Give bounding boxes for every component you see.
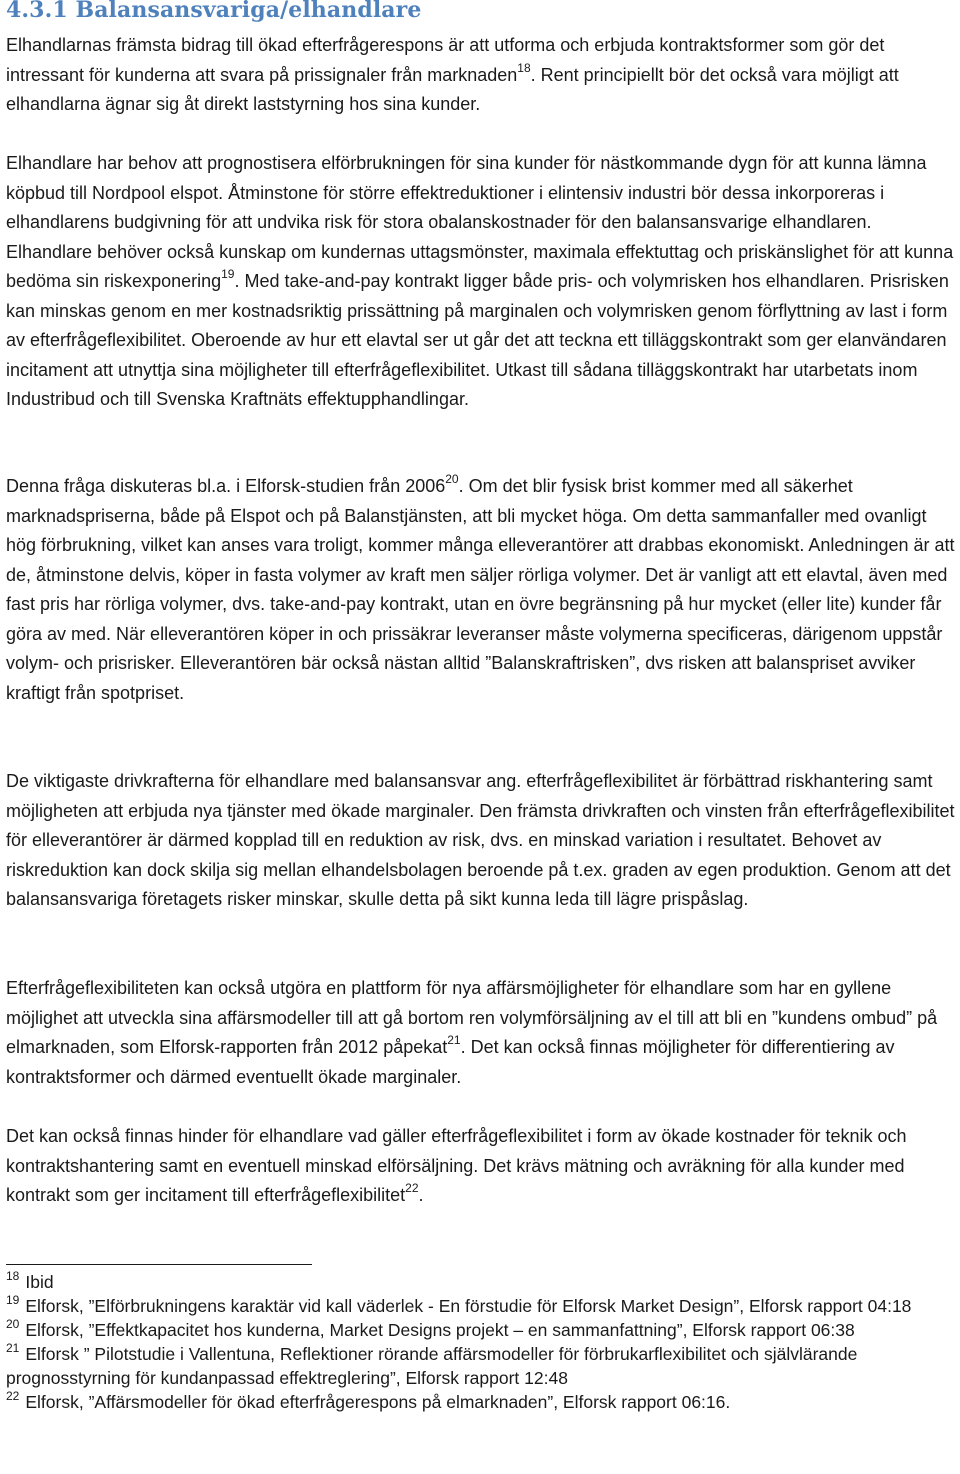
paragraph-text: . Det kan också finnas möjligheter för differentiering av kontraktsformer och därmed eventuellt ökade marginaler. <box>6 1037 895 1087</box>
paragraph-text: . Rent principiellt bör det också vara möjligt att elhandlarna ägnar sig åt direkt laststyrning hos sina kunder. <box>6 64 899 114</box>
footnote-number: 20 <box>6 1317 20 1331</box>
footnote-text: Elforsk, ”Effektkapacitet hos kunderna, Market Designs projekt – en sammanfattning”, Elforsk rapport 06:38 <box>25 1320 855 1340</box>
paragraph-6 <box>6 1122 956 1211</box>
paragraph-2 <box>6 149 956 415</box>
paragraph-text: Elhandlare har behov att prognostisera elförbrukningen för sina kunder för nästkommande dygn för att kunna lämna köpbud till Nordpool elspot. Åtminstone för större effektreduktioner i elintensiv industri bör dessa inkorporeras i elhandlarens budgivning för att undvika risk för stora obalanskostnader för den balansansvarige elhandlaren. Elhandlare behöver också kunskap om kundernas uttagsmönster, maximala effektuttag och priskänslighet för att kunna bedöma sin riskexponering <box>6 153 954 291</box>
paragraph-5 <box>6 974 956 1092</box>
footnote-number: 19 <box>6 1293 20 1307</box>
footnote-number: 18 <box>6 1269 20 1283</box>
paragraph-text: De viktigaste drivkrafterna för elhandlare med balansansvar ang. efterfrågeflexibilitet är förbättrad riskhantering samt möjligheten att erbjuda nya tjänster med ökade marginaler. Den främsta drivkraften och vinsten från efterfrågeflexibilitet för elleverantörer är därmed kopplad till en reduktion av risk, dvs. en minskad variation i resultatet. Behovet av riskreduktion kan dock skilja sig mellan elhandelsbolagen beroende på t.ex. graden av egen produktion. Genom att det balansansvariga företagets risker minskar, skulle detta på sikt kunna leda till lägre prispåslag. <box>6 771 955 909</box>
paragraph-text: Elhandlarnas främsta bidrag till ökad efterfrågerespons är att utforma och erbjuda kontraktsformer som gör det intressant för kunderna att svara på prissignaler från marknaden <box>6 35 885 85</box>
footnote-22 <box>6 1390 956 1414</box>
paragraph-3 <box>6 472 956 708</box>
paragraph-4 <box>6 767 956 915</box>
paragraph-text: Det kan också finnas hinder för elhandlare vad gäller efterfrågeflexibilitet i form av ökade kostnader för teknik och kontraktshantering samt en eventuell minskad elförsäljning. Det krävs mätning och avräkning för alla kunder med kontrakt som ger incitament till efterfrågeflexibilitet <box>6 1126 907 1205</box>
footnote-number: 21 <box>6 1341 20 1355</box>
footnote-20 <box>6 1318 956 1342</box>
footnote-text: Ibid <box>25 1272 54 1292</box>
footnote-number: 22 <box>6 1389 20 1403</box>
footnote-text: Elforsk, ”Elförbrukningens karaktär vid kall väderlek - En förstudie för Elforsk Market Design”, Elforsk rapport 04:18 <box>25 1296 912 1316</box>
paragraph-text: . Om det blir fysisk brist kommer med all säkerhet marknadspriserna, både på Elspot och på Balanstjänsten, att bli mycket höga. Om detta sammanfaller med ovanligt hög förbrukning, vilket kan anses vara troligt, kommer många elleverantörer att drabbas ekonomiskt. Anledningen är att de, åtminstone delvis, köper in fasta volymer av kraft men säljer rörliga volymer. Det är vanligt att ett elavtal, även med fast pris har rörliga volymer, dvs. take-and-pay kontrakt, utan en övre begränsning på hur mycket (eller lite) kunder får göra av med. När elleverantören köper in och prissäkrar leveranser måste volymerna specificeras, därigenom uppstår volym- och prisrisker. Elleverantören bär också nästan alltid ”Balanskraftrisken”, dvs risken att balanspriset avviker kraftigt från spotpriset. <box>6 476 955 703</box>
footnote-ref-18[interactable]: 18 <box>517 60 531 75</box>
paragraph-text: . <box>418 1185 424 1205</box>
footnote-separator <box>6 1264 312 1265</box>
footnote-19 <box>6 1294 956 1318</box>
footnote-ref-21[interactable]: 21 <box>447 1033 461 1047</box>
paragraph-text: Denna fråga diskuteras bl.a. i Elforsk-studien från 2006 <box>6 476 446 496</box>
footnote-ref-22[interactable]: 22 <box>405 1181 419 1195</box>
footnote-18 <box>6 1270 956 1294</box>
paragraph-text: . Med take-and-pay kontrakt ligger både pris- och volymrisken hos elhandlaren. Prisrisken kan minskas genom en mer kostnadsriktig prissättning på marginalen och volymrisken genom förflyttning av last i form av efterfrågeflexibilitet. Oberoende av hur ett elavtal ser ut går det att teckna ett tilläggskontrakt som ger elanvändaren incitament att utnyttja sina möjligheter till efterfrågeflexibilitet. Utkast till sådana tilläggskontrakt har utarbetats inom Industribud och till Svenska Kraftnäts effektupphandlingar. <box>6 271 949 409</box>
paragraph-1 <box>6 31 956 120</box>
section-heading: 4.3.1 Balansansvariga/elhandlare <box>6 0 422 23</box>
footnote-ref-20[interactable]: 20 <box>445 472 459 486</box>
footnotes <box>6 1270 956 1414</box>
footnote-text: Elforsk, ”Affärsmodeller för ökad efterfrågerespons på elmarknaden”, Elforsk rapport 06:16. <box>25 1392 731 1412</box>
footnote-21 <box>6 1342 956 1390</box>
paragraph-text: Efterfrågeflexibiliteten kan också utgöra en plattform för nya affärsmöjligheter för elhandlare som har en gyllene möjlighet att utveckla sina affärsmodeller till att gå bortom ren volymförsäljning av el till att bli en ”kundens ombud” på elmarknaden, som Elforsk-rapporten från 2012 påpekat <box>6 978 938 1057</box>
footnote-ref-19[interactable]: 19 <box>221 267 235 281</box>
footnote-text: Elforsk ” Pilotstudie i Vallentuna, Reflektioner rörande affärsmodeller för förbrukarflexibilitet och självlärande prognosstyrning för kundanpassad effektreglering”, Elforsk rapport 12:48 <box>6 1344 858 1388</box>
